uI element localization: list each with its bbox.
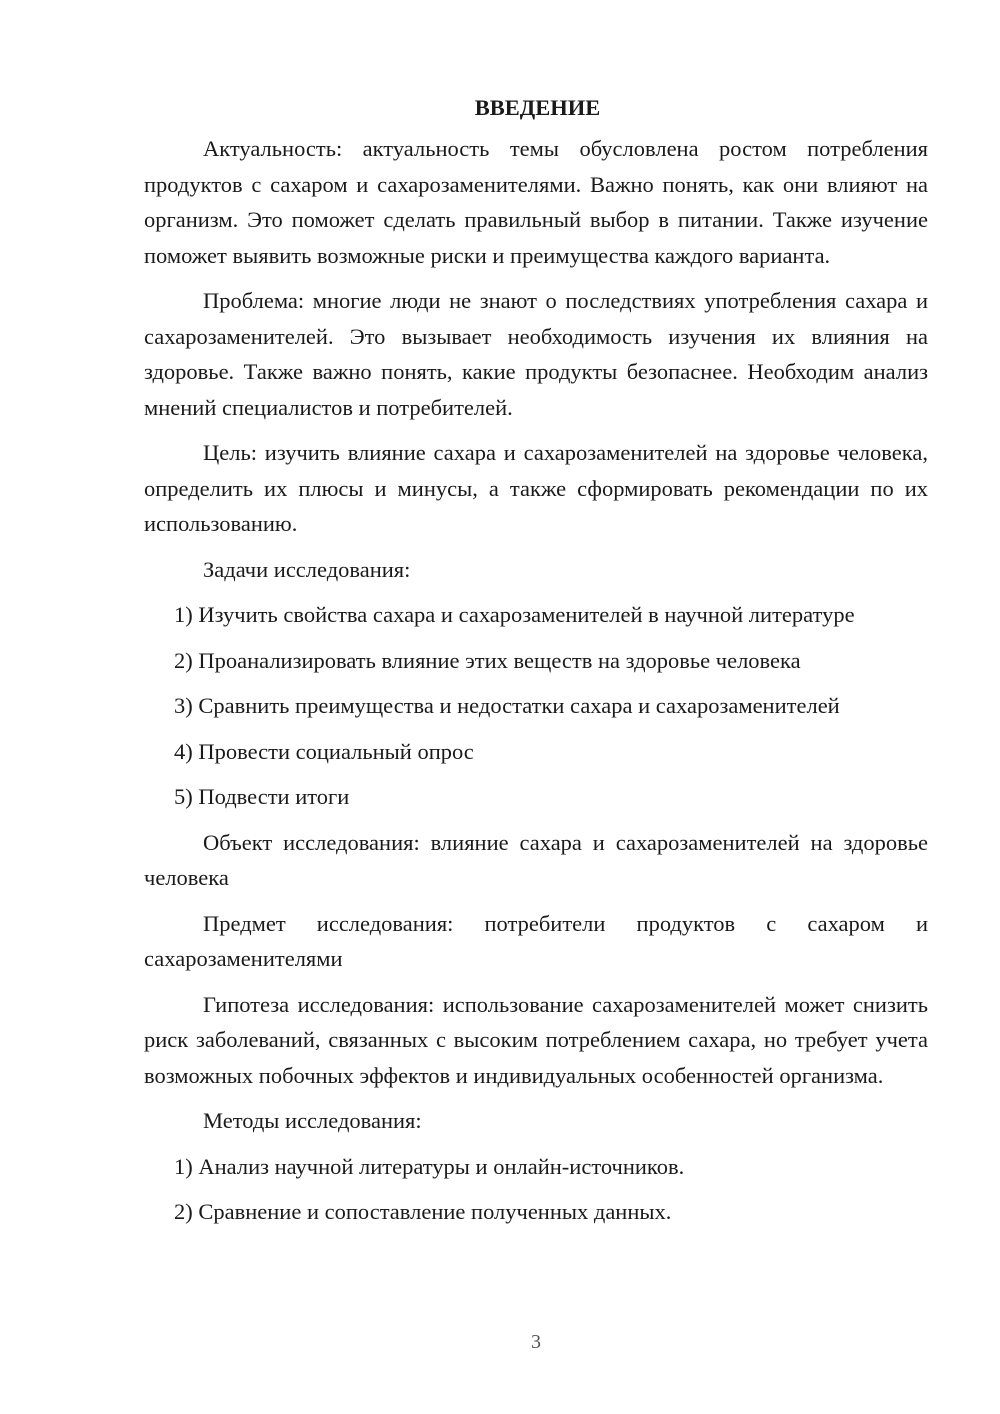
object-paragraph: Объект исследования: влияние сахара и сахарозаменителей на здоровье человека	[144, 829, 928, 890]
list-item: 3) Сравнить преимущества и недостатки сахара и сахарозаменителей	[174, 693, 840, 718]
goal-paragraph: Цель: изучить влияние сахара и сахарозаменителей на здоровье человека, определить их плюсы и минусы, а также сформировать рекомендации по их использованию.	[144, 440, 928, 536]
list-item: 1) Изучить свойства сахара и сахарозаменителей в научной литературе	[174, 602, 855, 627]
hypothesis-paragraph: Гипотеза исследования: использование сахарозаменителей может снизить риск заболеваний, связанных с высоким потреблением сахара, но требует учета возможных побочных эффектов и индивидуальных особенностей организма.	[144, 991, 928, 1088]
list-item: 2) Проанализировать влияние этих веществ на здоровье человека	[174, 647, 801, 673]
list-item: 2) Сравнение и сопоставление полученных данных.	[174, 1199, 672, 1224]
list-item: 1) Анализ научной литературы и онлайн-источников.	[174, 1153, 685, 1179]
document-page	[144, 90, 928, 1230]
list-item: 5) Подвести итоги	[174, 784, 350, 809]
page-number: 3	[531, 1331, 541, 1353]
list-item: 4) Провести социальный опрос	[174, 738, 474, 764]
section-heading: ВВЕДЕНИЕ	[474, 95, 601, 120]
methods-title: Методы исследования:	[203, 1108, 422, 1133]
tasks-title: Задачи исследования:	[203, 556, 411, 582]
methods-list	[144, 1149, 928, 1230]
problem-paragraph: Проблема: многие люди не знают о последствиях употребления сахара и сахарозаменителей. Это вызывает необходимость изучения их влияния на здоровье. Также важно понять, какие продукты безопаснее. Необходим анализ мнений специалистов и потребителей.	[144, 288, 928, 420]
relevance-paragraph: Актуальность: актуальность темы обусловлена ростом потребления продуктов с сахаром и сахарозаменителями. Важно понять, как они влияют на организм. Это поможет сделать правильный выбор в питании. Также изучение поможет выявить возможные риски и преимущества каждого варианта.	[144, 136, 928, 268]
tasks-list	[144, 597, 928, 815]
subject-paragraph: Предмет исследования: потребители продуктов с сахаром и сахарозаменителями	[144, 910, 928, 971]
